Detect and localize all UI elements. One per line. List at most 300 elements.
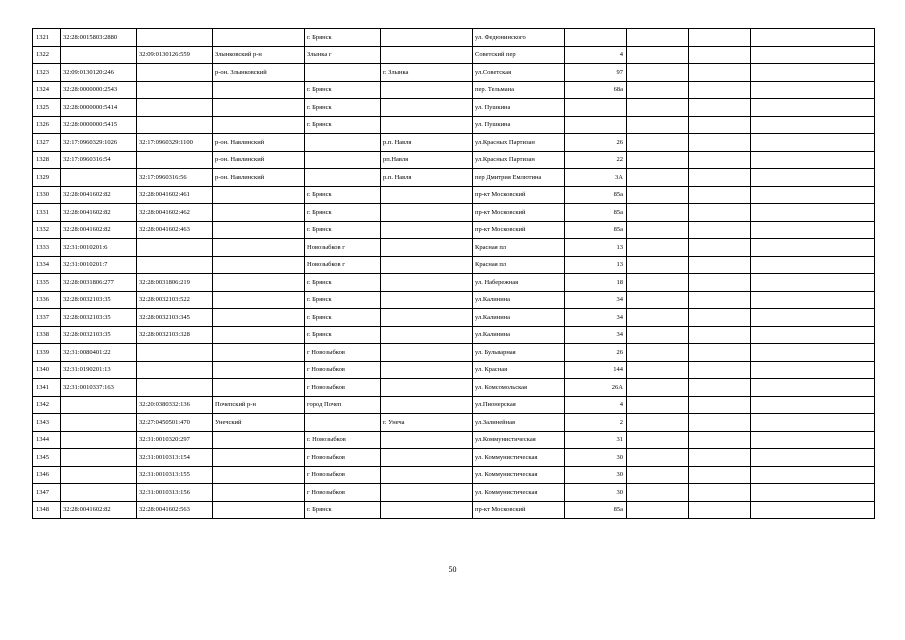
extra-column-1-cell	[627, 29, 689, 47]
row-number-cell: 1341	[33, 379, 61, 397]
table-row	[33, 186, 875, 204]
cadastral-number-parcel-cell	[61, 46, 137, 64]
row-number-cell: 1323	[33, 64, 61, 82]
row-number-cell: 1346	[33, 466, 61, 484]
extra-column-2-cell	[689, 134, 751, 152]
cadastral-number-object-cell: 32:27:0450501:470	[137, 414, 213, 432]
settlement-cell	[381, 431, 473, 449]
cadastral-number-parcel-cell	[61, 169, 137, 187]
district-cell	[213, 29, 305, 47]
extra-column-3-cell	[751, 414, 875, 432]
house-number-cell: 85а	[565, 186, 627, 204]
extra-column-1-cell	[627, 99, 689, 117]
property-register-table	[32, 28, 875, 519]
row-number-cell: 1324	[33, 81, 61, 99]
row-number-cell: 1348	[33, 501, 61, 519]
cadastral-number-object-cell: 32:31:0010313:155	[137, 466, 213, 484]
street-cell: ул.Советская	[473, 64, 565, 82]
cadastral-number-object-cell: 32:31:0010313:154	[137, 449, 213, 467]
table-row	[33, 309, 875, 327]
extra-column-3-cell	[751, 256, 875, 274]
street-cell: пр-кт Московский	[473, 501, 565, 519]
cadastral-number-parcel-cell: 32:28:0041602:82	[61, 186, 137, 204]
cadastral-number-object-cell: 32:28:0032103:345	[137, 309, 213, 327]
cadastral-number-object-cell: 32:28:0032103:522	[137, 291, 213, 309]
street-cell: ул.Калинина	[473, 291, 565, 309]
extra-column-3-cell	[751, 396, 875, 414]
house-number-cell: 85а	[565, 501, 627, 519]
cadastral-number-object-cell: 32:28:0041602:463	[137, 221, 213, 239]
cadastral-number-parcel-cell: 32:28:0000000:5415	[61, 116, 137, 134]
house-number-cell: 4	[565, 46, 627, 64]
settlement-cell	[381, 326, 473, 344]
extra-column-3-cell	[751, 151, 875, 169]
row-number-cell: 1337	[33, 309, 61, 327]
cadastral-number-parcel-cell: 32:31:0080401:22	[61, 344, 137, 362]
house-number-cell: 144	[565, 361, 627, 379]
extra-column-2-cell	[689, 361, 751, 379]
cadastral-number-object-cell	[137, 239, 213, 257]
city-cell	[305, 134, 381, 152]
settlement-cell	[381, 99, 473, 117]
street-cell: ул.Калинина	[473, 309, 565, 327]
settlement-cell	[381, 466, 473, 484]
extra-column-2-cell	[689, 501, 751, 519]
page-number: 50	[448, 565, 457, 574]
extra-column-1-cell	[627, 221, 689, 239]
cadastral-number-object-cell: 32:28:0041602:461	[137, 186, 213, 204]
house-number-cell: 26	[565, 344, 627, 362]
settlement-cell: р.п. Навля	[381, 134, 473, 152]
row-number-cell: 1334	[33, 256, 61, 274]
extra-column-2-cell	[689, 239, 751, 257]
extra-column-1-cell	[627, 134, 689, 152]
cadastral-number-object-cell	[137, 64, 213, 82]
table-row	[33, 81, 875, 99]
cadastral-number-object-cell	[137, 29, 213, 47]
extra-column-2-cell	[689, 291, 751, 309]
settlement-cell	[381, 501, 473, 519]
extra-column-1-cell	[627, 326, 689, 344]
extra-column-1-cell	[627, 501, 689, 519]
table-row	[33, 64, 875, 82]
settlement-cell	[381, 449, 473, 467]
settlement-cell	[381, 221, 473, 239]
extra-column-2-cell	[689, 256, 751, 274]
district-cell	[213, 99, 305, 117]
house-number-cell: 34	[565, 326, 627, 344]
extra-column-1-cell	[627, 116, 689, 134]
district-cell	[213, 221, 305, 239]
cadastral-number-parcel-cell	[61, 466, 137, 484]
cadastral-number-parcel-cell: 32:28:0000000:5414	[61, 99, 137, 117]
row-number-cell: 1340	[33, 361, 61, 379]
city-cell: г Новозыбков	[305, 361, 381, 379]
house-number-cell: 18	[565, 274, 627, 292]
city-cell: г Новозыбков	[305, 449, 381, 467]
extra-column-1-cell	[627, 64, 689, 82]
extra-column-3-cell	[751, 99, 875, 117]
cadastral-number-parcel-cell: 32:17:0960329:1026	[61, 134, 137, 152]
row-number-cell: 1326	[33, 116, 61, 134]
cadastral-number-parcel-cell	[61, 431, 137, 449]
district-cell	[213, 81, 305, 99]
row-number-cell: 1338	[33, 326, 61, 344]
extra-column-1-cell	[627, 274, 689, 292]
extra-column-3-cell	[751, 344, 875, 362]
extra-column-1-cell	[627, 379, 689, 397]
cadastral-number-object-cell: 32:28:0041602:462	[137, 204, 213, 222]
table-row	[33, 204, 875, 222]
table-row	[33, 361, 875, 379]
row-number-cell: 1344	[33, 431, 61, 449]
cadastral-number-parcel-cell: 32:28:0032103:35	[61, 309, 137, 327]
house-number-cell: 2	[565, 414, 627, 432]
street-cell: ул.Калинина	[473, 326, 565, 344]
street-cell: ул.Красных Партизан	[473, 134, 565, 152]
district-cell	[213, 204, 305, 222]
street-cell: ул.Красных Партизан	[473, 151, 565, 169]
cadastral-number-object-cell	[137, 116, 213, 134]
extra-column-1-cell	[627, 449, 689, 467]
district-cell	[213, 256, 305, 274]
row-number-cell: 1335	[33, 274, 61, 292]
house-number-cell: 85а	[565, 204, 627, 222]
settlement-cell	[381, 186, 473, 204]
table-row	[33, 449, 875, 467]
district-cell	[213, 344, 305, 362]
extra-column-1-cell	[627, 169, 689, 187]
table-row	[33, 379, 875, 397]
extra-column-3-cell	[751, 326, 875, 344]
cadastral-number-parcel-cell: 32:28:0041602:82	[61, 501, 137, 519]
extra-column-3-cell	[751, 484, 875, 502]
row-number-cell: 1330	[33, 186, 61, 204]
city-cell: г. Брянск	[305, 501, 381, 519]
street-cell: ул. Комсомольская	[473, 379, 565, 397]
extra-column-1-cell	[627, 239, 689, 257]
district-cell	[213, 449, 305, 467]
district-cell	[213, 431, 305, 449]
house-number-cell: 13	[565, 239, 627, 257]
cadastral-number-object-cell: 32:31:0010320:297	[137, 431, 213, 449]
city-cell: г. Брянск	[305, 204, 381, 222]
table-row	[33, 501, 875, 519]
extra-column-3-cell	[751, 361, 875, 379]
street-cell: ул. Коммунистическая	[473, 449, 565, 467]
cadastral-number-parcel-cell: 32:17:0960316:54	[61, 151, 137, 169]
district-cell	[213, 466, 305, 484]
street-cell: ул. Бульварная	[473, 344, 565, 362]
row-number-cell: 1332	[33, 221, 61, 239]
cadastral-number-parcel-cell	[61, 396, 137, 414]
house-number-cell: 97	[565, 64, 627, 82]
extra-column-3-cell	[751, 221, 875, 239]
city-cell: г. Брянск	[305, 291, 381, 309]
district-cell: Унечский	[213, 414, 305, 432]
house-number-cell: 30	[565, 484, 627, 502]
street-cell: пр-кт Московский	[473, 186, 565, 204]
city-cell: г Новозыбков	[305, 466, 381, 484]
house-number-cell: 34	[565, 309, 627, 327]
district-cell: р-он. Навлинский	[213, 134, 305, 152]
table-row	[33, 484, 875, 502]
house-number-cell	[565, 99, 627, 117]
extra-column-2-cell	[689, 204, 751, 222]
settlement-cell	[381, 379, 473, 397]
settlement-cell	[381, 81, 473, 99]
house-number-cell	[565, 29, 627, 47]
extra-column-3-cell	[751, 239, 875, 257]
extra-column-2-cell	[689, 29, 751, 47]
table-row	[33, 221, 875, 239]
cadastral-number-object-cell: 32:09:0130126:559	[137, 46, 213, 64]
extra-column-1-cell	[627, 81, 689, 99]
extra-column-1-cell	[627, 466, 689, 484]
house-number-cell: 26А	[565, 379, 627, 397]
row-number-cell: 1325	[33, 99, 61, 117]
district-cell	[213, 116, 305, 134]
street-cell: ул. Красная	[473, 361, 565, 379]
row-number-cell: 1342	[33, 396, 61, 414]
extra-column-3-cell	[751, 64, 875, 82]
extra-column-2-cell	[689, 186, 751, 204]
street-cell: пер. Тельмана	[473, 81, 565, 99]
city-cell: г. Брянск	[305, 116, 381, 134]
house-number-cell: 34	[565, 291, 627, 309]
cadastral-number-object-cell: 32:17:0960329:1100	[137, 134, 213, 152]
row-number-cell: 1328	[33, 151, 61, 169]
extra-column-1-cell	[627, 204, 689, 222]
street-cell: ул.Пионерская	[473, 396, 565, 414]
extra-column-3-cell	[751, 449, 875, 467]
street-cell: ул.Залинейная	[473, 414, 565, 432]
street-cell: Красная пл	[473, 239, 565, 257]
extra-column-2-cell	[689, 449, 751, 467]
table-row	[33, 46, 875, 64]
street-cell: ул. Коммунистическая	[473, 466, 565, 484]
city-cell: г Новозыбков	[305, 379, 381, 397]
street-cell: ул.Коммунистическая	[473, 431, 565, 449]
settlement-cell	[381, 204, 473, 222]
extra-column-1-cell	[627, 46, 689, 64]
cadastral-number-parcel-cell: 32:28:0015803:2880	[61, 29, 137, 47]
extra-column-2-cell	[689, 344, 751, 362]
extra-column-2-cell	[689, 484, 751, 502]
district-cell	[213, 484, 305, 502]
city-cell: г. Брянск	[305, 99, 381, 117]
street-cell: пер Дмитрия Емлютина	[473, 169, 565, 187]
cadastral-number-parcel-cell: 32:31:0190201:13	[61, 361, 137, 379]
table-row	[33, 274, 875, 292]
extra-column-2-cell	[689, 326, 751, 344]
city-cell: г. Брянск	[305, 274, 381, 292]
table-row	[33, 326, 875, 344]
row-number-cell: 1329	[33, 169, 61, 187]
cadastral-number-object-cell	[137, 379, 213, 397]
city-cell: г. Брянск	[305, 29, 381, 47]
district-cell: р-он. Навлинский	[213, 151, 305, 169]
settlement-cell	[381, 29, 473, 47]
extra-column-3-cell	[751, 379, 875, 397]
table-row	[33, 29, 875, 47]
settlement-cell	[381, 484, 473, 502]
extra-column-2-cell	[689, 221, 751, 239]
street-cell: ул. Коммунистическая	[473, 484, 565, 502]
district-cell	[213, 309, 305, 327]
extra-column-2-cell	[689, 379, 751, 397]
district-cell	[213, 291, 305, 309]
extra-column-1-cell	[627, 151, 689, 169]
settlement-cell	[381, 309, 473, 327]
extra-column-3-cell	[751, 116, 875, 134]
house-number-cell: 22	[565, 151, 627, 169]
extra-column-3-cell	[751, 29, 875, 47]
table-row	[33, 396, 875, 414]
cadastral-number-object-cell	[137, 256, 213, 274]
extra-column-3-cell	[751, 466, 875, 484]
extra-column-1-cell	[627, 256, 689, 274]
city-cell: Новозыбков г	[305, 239, 381, 257]
city-cell: Злынка г	[305, 46, 381, 64]
cadastral-number-parcel-cell: 32:28:0031806:277	[61, 274, 137, 292]
table-row	[33, 239, 875, 257]
row-number-cell: 1345	[33, 449, 61, 467]
extra-column-2-cell	[689, 396, 751, 414]
district-cell: р-он. Злынковский	[213, 64, 305, 82]
cadastral-number-parcel-cell: 32:31:0010337:163	[61, 379, 137, 397]
extra-column-1-cell	[627, 309, 689, 327]
cadastral-number-object-cell: 32:28:0031806:219	[137, 274, 213, 292]
settlement-cell	[381, 256, 473, 274]
city-cell: г. Новозыбков	[305, 431, 381, 449]
row-number-cell: 1331	[33, 204, 61, 222]
settlement-cell	[381, 274, 473, 292]
table-body	[33, 29, 875, 519]
district-cell: р-он. Навлинский	[213, 169, 305, 187]
extra-column-3-cell	[751, 309, 875, 327]
extra-column-1-cell	[627, 291, 689, 309]
cadastral-number-object-cell: 32:17:0960316:56	[137, 169, 213, 187]
settlement-cell	[381, 116, 473, 134]
city-cell: г Новозыбков	[305, 344, 381, 362]
settlement-cell	[381, 361, 473, 379]
cadastral-number-parcel-cell: 32:28:0000000:2543	[61, 81, 137, 99]
table-row	[33, 431, 875, 449]
street-cell: пр-кт Московский	[473, 204, 565, 222]
settlement-cell: г. Злынка	[381, 64, 473, 82]
row-number-cell: 1327	[33, 134, 61, 152]
cadastral-number-object-cell	[137, 99, 213, 117]
table-row	[33, 291, 875, 309]
house-number-cell: 85а	[565, 221, 627, 239]
cadastral-number-object-cell: 32:28:0041602:563	[137, 501, 213, 519]
extra-column-2-cell	[689, 466, 751, 484]
city-cell	[305, 64, 381, 82]
row-number-cell: 1322	[33, 46, 61, 64]
settlement-cell	[381, 239, 473, 257]
cadastral-number-parcel-cell: 32:28:0041602:82	[61, 204, 137, 222]
district-cell	[213, 501, 305, 519]
cadastral-number-parcel-cell: 32:09:0130120:246	[61, 64, 137, 82]
street-cell: ул. Пушкина	[473, 116, 565, 134]
extra-column-3-cell	[751, 46, 875, 64]
district-cell	[213, 239, 305, 257]
cadastral-number-object-cell	[137, 344, 213, 362]
house-number-cell: 68а	[565, 81, 627, 99]
street-cell: Красная пл	[473, 256, 565, 274]
settlement-cell: р.п. Навля	[381, 169, 473, 187]
extra-column-3-cell	[751, 431, 875, 449]
extra-column-1-cell	[627, 431, 689, 449]
extra-column-2-cell	[689, 81, 751, 99]
extra-column-1-cell	[627, 344, 689, 362]
extra-column-3-cell	[751, 81, 875, 99]
settlement-cell	[381, 291, 473, 309]
extra-column-3-cell	[751, 134, 875, 152]
house-number-cell: 30	[565, 466, 627, 484]
table-row	[33, 414, 875, 432]
extra-column-2-cell	[689, 309, 751, 327]
cadastral-number-object-cell	[137, 81, 213, 99]
cadastral-number-parcel-cell	[61, 414, 137, 432]
city-cell: г. Брянск	[305, 309, 381, 327]
city-cell	[305, 151, 381, 169]
row-number-cell: 1339	[33, 344, 61, 362]
cadastral-number-parcel-cell: 32:28:0032103:35	[61, 326, 137, 344]
district-cell	[213, 361, 305, 379]
table-row	[33, 99, 875, 117]
cadastral-number-parcel-cell: 32:28:0032103:35	[61, 291, 137, 309]
district-cell	[213, 326, 305, 344]
settlement-cell	[381, 344, 473, 362]
extra-column-2-cell	[689, 431, 751, 449]
extra-column-3-cell	[751, 204, 875, 222]
house-number-cell: 3А	[565, 169, 627, 187]
city-cell: г Новозыбков	[305, 484, 381, 502]
cadastral-number-parcel-cell: 32:28:0041602:82	[61, 221, 137, 239]
table-row	[33, 466, 875, 484]
district-cell: Почепский р-н	[213, 396, 305, 414]
city-cell: г. Брянск	[305, 221, 381, 239]
extra-column-2-cell	[689, 151, 751, 169]
district-cell	[213, 186, 305, 204]
extra-column-1-cell	[627, 414, 689, 432]
extra-column-2-cell	[689, 274, 751, 292]
extra-column-1-cell	[627, 186, 689, 204]
cadastral-number-object-cell: 32:31:0010313:156	[137, 484, 213, 502]
extra-column-2-cell	[689, 169, 751, 187]
extra-column-3-cell	[751, 186, 875, 204]
settlement-cell	[381, 46, 473, 64]
table-row	[33, 134, 875, 152]
settlement-cell: г. Унеча	[381, 414, 473, 432]
row-number-cell: 1347	[33, 484, 61, 502]
district-cell: Злынковский р-н	[213, 46, 305, 64]
street-cell: ул. Федюнинского	[473, 29, 565, 47]
cadastral-number-parcel-cell: 32:31:0010201:7	[61, 256, 137, 274]
street-cell: Советский пер	[473, 46, 565, 64]
house-number-cell: 30	[565, 449, 627, 467]
extra-column-3-cell	[751, 169, 875, 187]
settlement-cell	[381, 396, 473, 414]
district-cell	[213, 274, 305, 292]
cadastral-number-object-cell: 32:28:0032103:328	[137, 326, 213, 344]
extra-column-2-cell	[689, 116, 751, 134]
row-number-cell: 1333	[33, 239, 61, 257]
cadastral-number-parcel-cell: 32:31:0010201:6	[61, 239, 137, 257]
cadastral-number-parcel-cell	[61, 484, 137, 502]
